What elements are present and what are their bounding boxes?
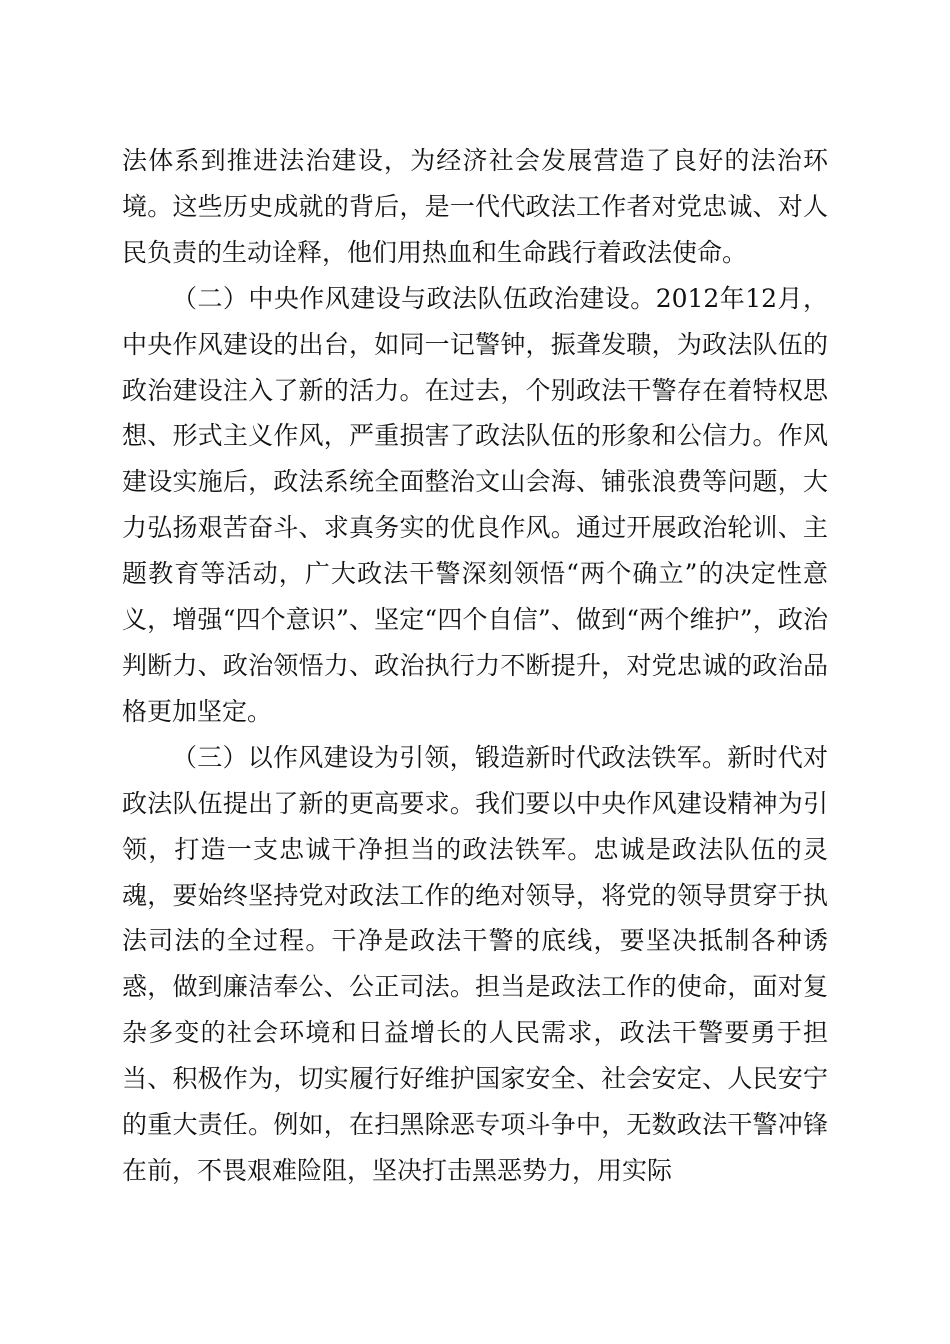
paragraph-section-3 (122, 735, 828, 1194)
paragraph-text: 新时代对政法队伍提出了新的更高要求。我们要以中央作风建设精神为引领，打造一支忠诚干净担当的政法铁军。忠诚是政法队伍的灵魂，要始终坚持党对政法工作的绝对领导，将党的领导贯穿于执法司法的全过程。干净是政法干警的底线，要坚决抵制各种诱惑，做到廉洁奉公、公正司法。担当是政法工作的使命，面对复杂多变的社会环境和日益增长的人民需求，政法干警要勇于担当、积极作为，切实履行好维护国家安全、社会安定、人民安宁的重大责任。例如，在扫黑除恶专项斗争中，无数政法干警冲锋在前，不畏艰难险阻，坚决打击黑恶势力，用实际 (122, 742, 828, 1185)
section-heading: （二）中央作风建设与政法队伍政治建设。 (172, 283, 656, 313)
document-body (122, 138, 828, 1194)
paragraph-section-2 (122, 276, 828, 735)
paragraph-text: 法体系到推进法治建设，为经济社会发展营造了良好的法治环境。这些历史成就的背后，是一代代政法工作者对党忠诚、对人民负责的生动诠释，他们用热血和生命践行着政法使命。 (122, 146, 828, 267)
paragraph-text: 2012年12月，中央作风建设的出台，如同一记警钟，振聋发聩，为政法队伍的政治建设注入了新的活力。在过去，个别政法干警存在着特权思想、形式主义作风，严重损害了政法队伍的形象和公信力。作风建设实施后，政法系统全面整治文山会海、铺张浪费等问题，大力弘扬艰苦奋斗、求真务实的优良作风。通过开展政治轮训、主题教育等活动，广大政法干警深刻领悟“两个确立”的决定性意义，增强“四个意识”、坚定“四个自信”、做到“两个维护”，政治判断力、政治领悟力、政治执行力不断提升，对党忠诚的政治品格更加坚定。 (122, 283, 828, 726)
paragraph-continuation (122, 138, 828, 276)
section-heading: （三）以作风建设为引领，锻造新时代政法铁军。 (172, 742, 728, 772)
